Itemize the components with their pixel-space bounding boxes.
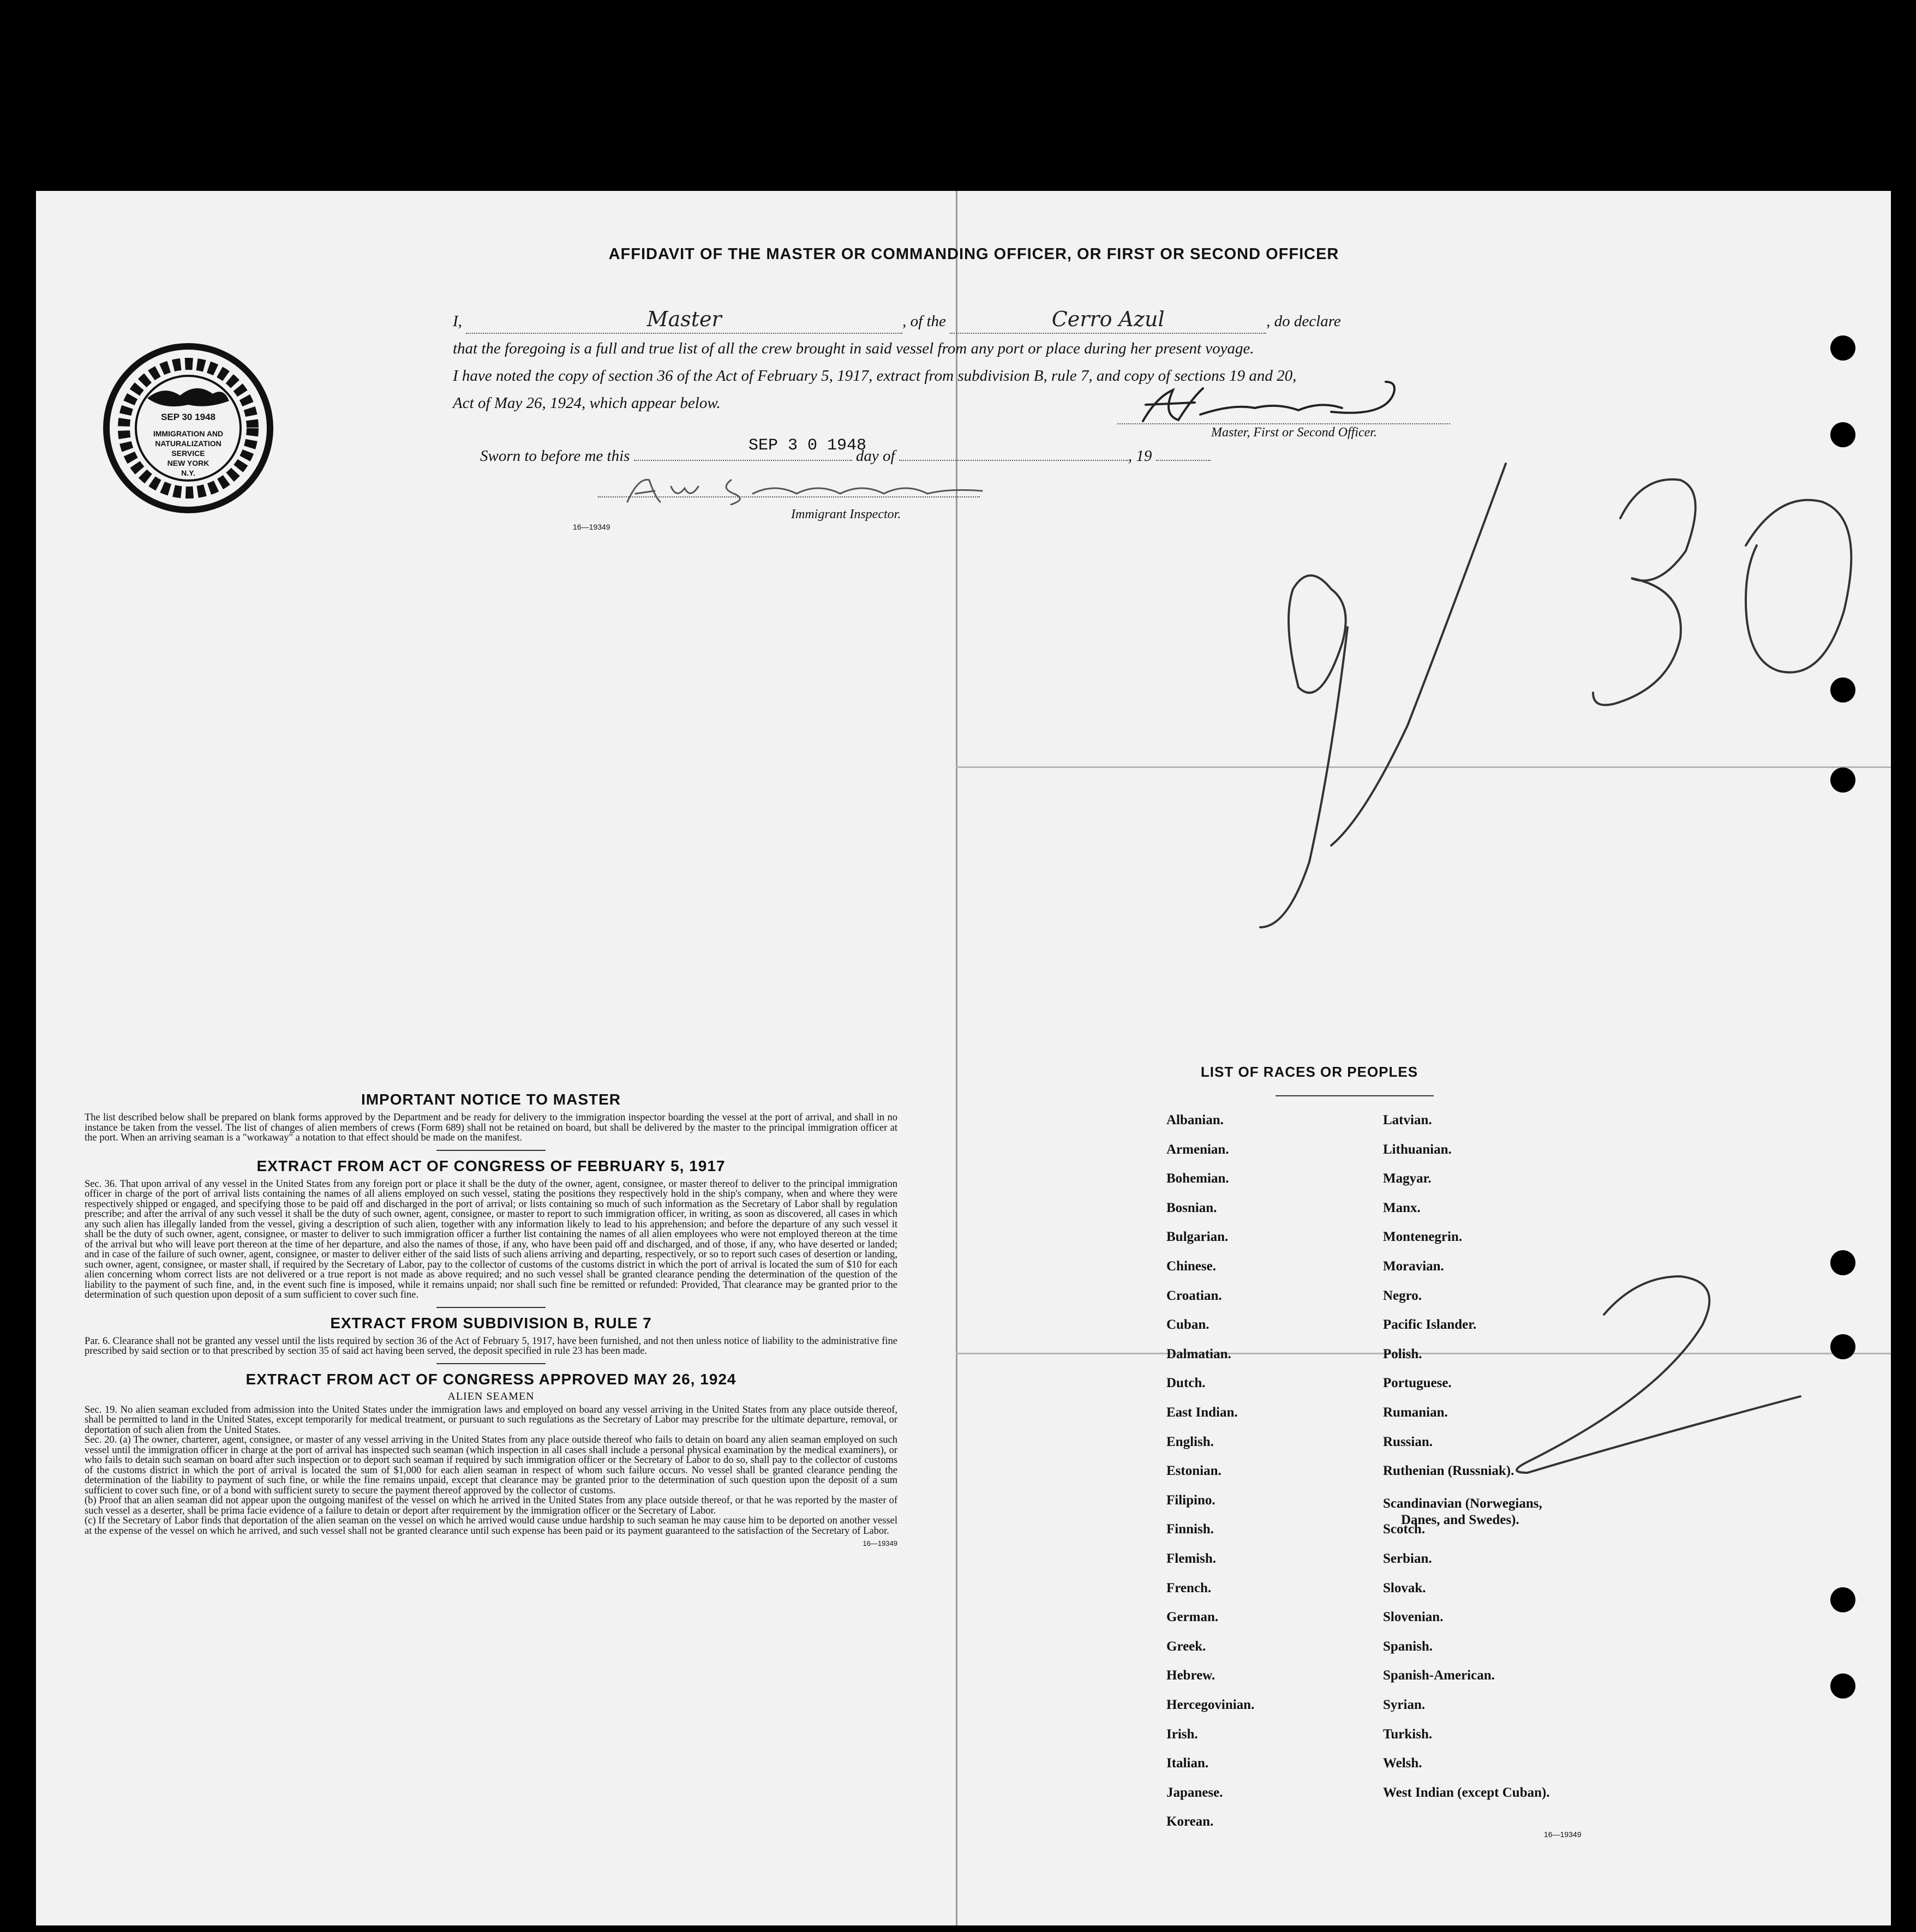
race-item: Danes, and Swedes). [1401,1513,1519,1528]
race-item: Syrian. [1383,1697,1426,1712]
race-item: French. [1166,1580,1212,1595]
svg-text:SERVICE: SERVICE [171,449,205,458]
rank-field[interactable]: Master [466,305,902,334]
race-item: Ruthenian (Russniak). [1383,1463,1514,1479]
year-label: , 19 [1128,447,1152,465]
immigration-seal [106,346,270,510]
race-item: Korean. [1166,1814,1214,1829]
day-of-label: day of [855,447,895,465]
race-item: Manx. [1383,1200,1421,1215]
sworn-label: Sworn to before me this [480,447,630,465]
svg-text:N.Y.: N.Y. [181,469,195,477]
race-item: Scandinavian (Norwegians, [1383,1496,1542,1511]
signature-label: Master, First or Second Officer. [1211,425,1377,440]
race-item: Bulgarian. [1166,1229,1229,1245]
race-item: Spanish-American. [1383,1668,1495,1683]
race-item: West Indian (except Cuban). [1383,1785,1550,1800]
race-item: German. [1166,1610,1219,1625]
form-number: 16—19349 [1544,1830,1582,1839]
of-the-label: , of the [902,313,946,330]
affidavit-title: AFFIDAVIT OF THE MASTER OR COMMANDING OFFICER, OR FIRST OR SECOND OFFICER [608,245,1339,263]
extract2-heading: EXTRACT FROM SUBDIVISION B, RULE 7 [330,1314,652,1331]
inspector-signature [627,480,982,505]
race-item: Armenian. [1166,1142,1229,1157]
extract1-heading: EXTRACT FROM ACT OF CONGRESS OF FEBRUARY 5, 1917 [256,1157,726,1174]
races-title: LIST OF RACES OR PEOPLES [1200,1064,1418,1080]
affidavit-line-4: Act of May 26, 1924, which appear below. [453,394,721,412]
vessel-name-field[interactable]: Cerro Azul [950,305,1266,334]
form-number: 16—19349 [573,523,610,531]
seal-date: SEP 30 1948 [161,412,215,422]
race-item: Finnish. [1166,1522,1214,1537]
race-item: Serbian. [1383,1551,1432,1566]
race-item: Negro. [1383,1288,1422,1303]
race-item: Albanian. [1166,1113,1224,1127]
master-signature [1143,382,1394,421]
affidavit-line-3: I have noted the copy of section 36 of the Act of February 5, 1917, extract from subdivision B, rule 7, and copy of sections 19 and 20, [453,367,1297,385]
important-notice [85,1091,897,1547]
race-item: Spanish. [1383,1639,1433,1654]
race-item: Russian. [1383,1434,1433,1449]
extract3-para-2: Sec. 20. (a) The owner, charterer, agent, consignee, or master of any vessel arriving in the United States from any place outside thereof who fails to detain on board any alien seaman employed on such vessel until the immigration officer in charge at the port of arrival has inspected such seaman (which inspection in all cases shall include a personal physical examination by the medical examiners), or who fails to detain such seaman on board after such inspection or to deport such seaman if required by such immigration officer or the Secretary of Labor to do so, shall pay to the collector of customs of the customs district in which the port of arrival is located the sum of $1,000 for each alien seaman in respect of whom such failure occurs. No vessel shall be granted clearance pending the determination of the liability to payment of such fine, or while the fine remains unpaid, except that clearance may be granted prior to the determination of such question upon the deposit of a sum sufficient to cover such fine, or of a bond with sufficient surety to secure the payment thereof approved by the collector of customs. [85,1435,897,1496]
affidavit-line-2: that the foregoing is a full and true list of all the crew brought in said vessel from any port or place during her present voyage. [453,340,1254,357]
handwritten-number [1517,1276,1800,1473]
extract3-para-3: (b) Proof that an alien seaman did not appear upon the outgoing manifest of the vessel on which he arrived in the United States from any place outside thereof, or that he was reported by the master of such vessel as a deserter, shall be prima facie evidence of a failure to detain or deport after requirement by the immigration officer or the Secretary of Labor. [85,1495,897,1516]
race-item: Scotch. [1383,1522,1426,1537]
race-item: Slovenian. [1383,1610,1444,1625]
handwritten-date [1260,464,1851,927]
race-item: Greek. [1166,1639,1206,1654]
race-item: Japanese. [1166,1785,1223,1800]
race-item: Rumanian. [1383,1405,1448,1420]
race-item: Italian. [1166,1756,1209,1771]
svg-text:NEW YORK: NEW YORK [167,459,209,467]
race-item: Lithuanian. [1383,1142,1452,1157]
extract2-body: Par. 6. Clearance shall not be granted any vessel until the lists required by section 36 of the Act of February 5, 1917, have been furnished, and not then unless notice of liability to the administrative fine prescribed by said section or to that prescribed by section 35 of said act having been served, the deposit specified in rule 23 has been made. [85,1335,897,1357]
divider [436,1150,546,1151]
divider [436,1363,546,1364]
race-item: Pacific Islander. [1383,1317,1477,1333]
inspector-label: Immigrant Inspector. [791,507,901,521]
race-item: Portuguese. [1383,1376,1452,1391]
race-item: Dalmatian. [1166,1346,1231,1361]
race-item: Bohemian. [1166,1171,1229,1186]
race-item: Welsh. [1383,1756,1422,1771]
race-item: Turkish. [1383,1726,1433,1742]
notice-body: The list described below shall be prepared on blank forms approved by the Department and be ready for delivery to the immigration inspector boarding the vessel at the port of arrival, and shall in no instance be taken from the vessel. The list of changes of alien members of crews (Form 689) shall not be retained on board, but shall be delivered by the master to the principal immigration officer at the port. When an arriving seaman is a "workaway" a notation to that effect should be made on the manifest. [85,1112,897,1143]
extract3-heading: EXTRACT FROM ACT OF CONGRESS APPROVED MAY 26, 1924 [246,1370,737,1388]
divider [1276,1095,1434,1096]
race-item: Latvian. [1383,1113,1432,1127]
race-item: Croatian. [1166,1288,1222,1303]
race-item: Hebrew. [1166,1668,1216,1683]
race-item: Slovak. [1383,1580,1426,1595]
form-number: 16—19349 [863,1539,897,1547]
svg-text:NATURALIZATION: NATURALIZATION [155,439,221,448]
race-item: Bosnian. [1166,1200,1217,1215]
extract3-para-1: Sec. 19. No alien seaman excluded from admission into the United States under the immigration laws and employed on board any vessel arriving in the United States from any place outside thereof, shall be permitted to land in the United States, except temporarily for medical treatment, or pursuant to such regulations as the Secretary of Labor may prescribe for the ultimate departure, removal, or deportation of such alien from the United States. [85,1404,897,1436]
i-label: I, [453,313,462,330]
extract3-subheading: ALIEN SEAMEN [447,1390,535,1402]
extract3-para-4: (c) If the Secretary of Labor finds that deportation of the alien seaman on the vessel on which he arrived would cause undue hardship to such seaman he may cause him to be deported on another vessel at the expense of the vessel on which he arrived, and such vessel shall not be granted clearance until such expense has been paid or its payment guaranteed to the satisfaction of the Secretary of Labor. [85,1515,897,1537]
race-item: Moravian. [1383,1259,1444,1274]
divider [436,1307,546,1308]
race-item: Cuban. [1166,1317,1210,1333]
race-item: Magyar. [1383,1171,1432,1186]
race-item: Flemish. [1166,1551,1216,1566]
race-item: Estonian. [1166,1463,1222,1479]
race-item: Dutch. [1166,1376,1206,1391]
race-item: Montenegrin. [1383,1229,1463,1245]
do-declare-label: , do declare [1266,313,1341,330]
race-item: Polish. [1383,1346,1422,1361]
notice-heading: IMPORTANT NOTICE TO MASTER [361,1091,621,1108]
race-item: East Indian. [1166,1405,1238,1420]
race-item: Chinese. [1166,1259,1216,1274]
stamped-date: SEP 3 0 1948 [749,436,867,455]
svg-text:IMMIGRATION AND: IMMIGRATION AND [153,429,224,438]
race-item: Hercegovinian. [1166,1697,1255,1712]
extract1-body: Sec. 36. That upon arrival of any vessel in the United States from any foreign port or place it shall be the duty of the owner, agent, consignee, or master thereof to deliver to the principal immigration officer in charge of the port of arrival lists containing the names of all aliens employed on such vessel, stating the positions they respectively hold in the ship's company, when and where they were respectively shipped or engaged, and specifying those to be paid off and discharged in the port of arrival; or lists containing so much of such information as the Secretary of Labor shall by regulation prescribe; and after the arrival of any such vessel it shall be the duty of such owner, agent, consignee, or master to report to such immigration officer, in writing, as soon as discovered, all cases in which any such alien has illegally landed from the vessel, giving a description of such alien, together with any information likely to lead to his apprehension; and before the departure of any such vessel it shall be the duty of such owner, agent, consignee, or master to deliver to such immigration officer a further list containing the names of all alien employees who were not employed thereon at the time of the arrival but who will leave port thereon at the time of her departure, and also the names of those, if any, who have been paid off and discharged, and of those, if any, who have deserted or landed; and in case of the failure of such owner, agent, consignee, or master to deliver either of the said lists of such aliens arriving and departing, respectively, or so to report such cases of desertion or landing, such owner, agent, consignee, or master shall, if required by the Secretary of Labor, pay to the collector of customs of the customs district in which the port of arrival is located the sum of $10 for each alien concerning whom correct lists are not delivered or a true report is not made as above required; and no such vessel shall be granted clearance pending the determination of the question of the liability to the payment of such fine, and, in the event such fine is imposed, while it remains unpaid; nor shall such fine be remitted or refunded: Provided, That clearance may be granted prior to the determination of such question upon deposit of a sum sufficient to cover such fine. [85,1178,897,1300]
race-item: Irish. [1166,1726,1198,1742]
race-item: Filipino. [1166,1492,1216,1508]
race-item: English. [1166,1434,1214,1449]
